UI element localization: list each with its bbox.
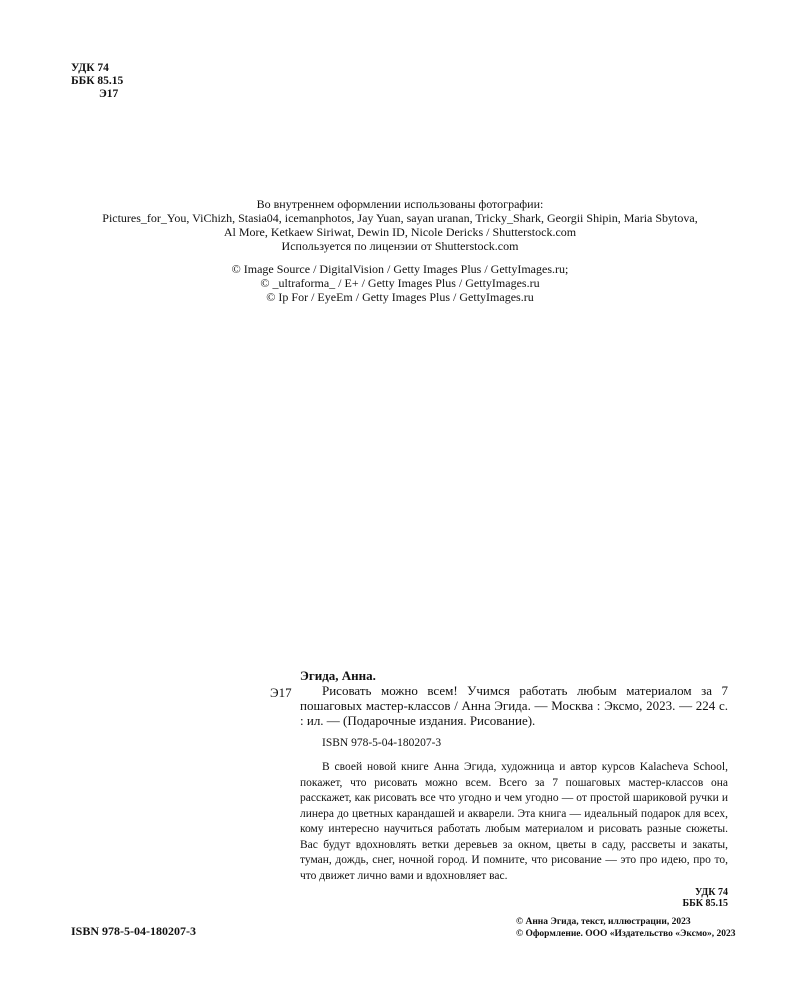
catalog-isbn: ISBN 978-5-04-180207-3 <box>322 737 442 749</box>
catalog-card <box>300 668 728 909</box>
catalog-bbk: ББК 85.15 <box>682 898 728 909</box>
getty-line-1: © Image Source / DigitalVision / Getty Images Plus / GettyImages.ru; <box>231 262 569 276</box>
copyright-author: © Анна Эгида, текст, иллюстрации, 2023 <box>516 917 691 927</box>
credits-license: Используется по лицензии от Shutterstock.com <box>281 239 519 253</box>
catalog-author: Эгида, Анна. <box>300 668 376 683</box>
getty-line-2: © _ultraforma_ / E+ / Getty Images Plus / GettyImages.ru <box>260 276 540 290</box>
catalog-udk: УДК 74 <box>695 887 728 898</box>
getty-credits <box>0 262 800 304</box>
credits-names-2: Al More, Ketkaew Siriwat, Dewin ID, Nicole Dericks / Shutterstock.com <box>223 225 577 239</box>
classification-codes <box>71 62 123 101</box>
copyright-block <box>516 916 735 940</box>
isbn-footer: ISBN 978-5-04-180207-3 <box>71 924 196 938</box>
photo-credits <box>0 197 800 253</box>
getty-line-3: © Ip For / EyeEm / Getty Images Plus / GettyImages.ru <box>266 290 534 304</box>
catalog-codes <box>300 887 728 909</box>
credits-names-1: Pictures_for_You, ViChizh, Stasia04, icemanphotos, Jay Yuan, sayan uranan, Tricky_Shark, Georgii Shipin, Maria Sbytova, <box>102 211 698 225</box>
copyright-publisher: © Оформление. ООО «Издательство «Эксмо», 2023 <box>516 929 736 939</box>
udk-code: УДК 74 <box>71 62 109 74</box>
catalog-annotation: В своей новой книге Анна Эгида, художница и автор курсов Kalacheva School, покажет, что рисовать можно всем. Всего за 7 пошаговых мастер-классов она расскажет, как рисовать все что угодно и чем угодно — от простой шариковой ручки и линера до цветных карандашей и акварели. Эта книга — идеальный подарок для всех, кому интересно научиться работать любым материалом и рисовать разные сюжеты. Вас будут вдохновлять ветки деревьев за окном, цветы в саду, рассветы и закаты, туман, дождь, снег, ночной город. И помните, что рисование — это про идею, про то, что движет лично вами и вдохновляет вас. <box>300 761 728 882</box>
bbk-code: ББК 85.15 <box>71 75 124 87</box>
credits-heading: Во внутреннем оформлении использованы фотографии: <box>256 197 544 211</box>
author-sign-code: Э17 <box>99 88 119 100</box>
catalog-entry: Рисовать можно всем! Учимся работать любым материалом за 7 пошаговых мастер-классов / Анна Эгида. — Москва : Эксмо, 2023. — 224 с. : ил. — (Подарочные издания. Рисование). <box>300 683 728 728</box>
catalog-author-sign: Э17 <box>270 685 292 700</box>
